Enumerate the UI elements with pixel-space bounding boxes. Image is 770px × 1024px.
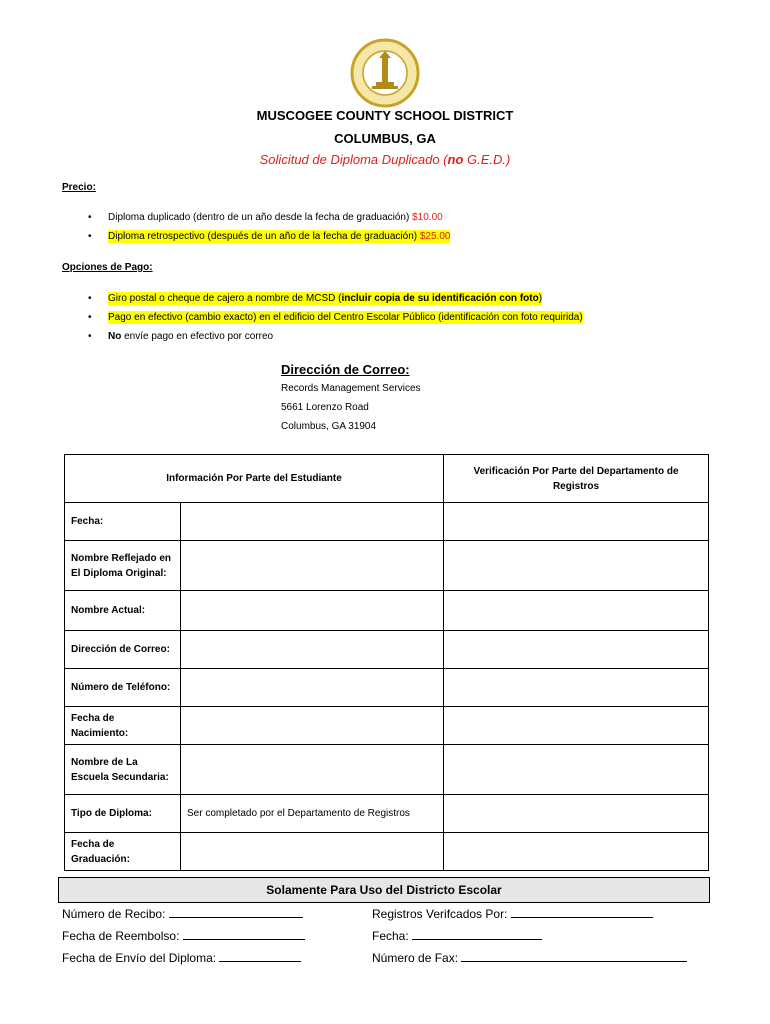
row-label-escuela: Nombre de La Escuela Secundaria:	[65, 745, 181, 795]
office-use-heading: Solamente Para Uso del Districto Escolar	[58, 877, 710, 903]
nacimiento-verify[interactable]	[444, 707, 709, 745]
row-label-nombre-diploma: Nombre Reflejado en El Diploma Original:	[65, 541, 181, 591]
mailing-line: 5661 Lorenzo Road	[281, 402, 369, 413]
row-label-graduacion: Fecha de Graduación:	[65, 833, 181, 871]
fecha-input[interactable]	[181, 503, 444, 541]
price-list	[88, 208, 450, 246]
nombre-actual-verify[interactable]	[444, 591, 709, 631]
price-label: Precio:	[62, 182, 96, 193]
list-item: • Giro postal o cheque de cajero a nombre de MCSD (incluir copia de su identificación con foto)	[88, 293, 543, 304]
list-item: • Diploma duplicado (dentro de un año desde la fecha de graduación) $10.00	[88, 212, 443, 223]
district-title: MUSCOGEE COUNTY SCHOOL DISTRICT	[256, 108, 514, 123]
row-label-nombre-actual: Nombre Actual:	[65, 591, 181, 631]
graduacion-verify[interactable]	[444, 833, 709, 871]
row-label-telefono: Número de Teléfono:	[65, 669, 181, 707]
fax-field[interactable]: Número de Fax:	[372, 949, 687, 965]
price-value: $10.00	[412, 212, 443, 223]
payment-list	[88, 289, 583, 346]
row-label-direccion: Dirección de Correo:	[65, 631, 181, 669]
nombre-diploma-verify[interactable]	[444, 541, 709, 591]
tipo-verify[interactable]	[444, 795, 709, 833]
row-label-nacimiento: Fecha de Nacimiento:	[65, 707, 181, 745]
escuela-verify[interactable]	[444, 745, 709, 795]
tipo-note: Ser completado por el Departamento de Registros	[181, 795, 444, 833]
list-item: • Diploma retrospectivo (después de un año de la fecha de graduación) $25.00	[88, 231, 451, 242]
student-info-table	[64, 454, 709, 871]
graduacion-input[interactable]	[181, 833, 444, 871]
row-label-tipo: Tipo de Diploma:	[65, 795, 181, 833]
student-column-header: Información Por Parte del Estudiante	[65, 455, 444, 503]
escuela-input[interactable]	[181, 745, 444, 795]
fecha-office-field[interactable]: Fecha:	[372, 927, 542, 943]
nombre-diploma-input[interactable]	[181, 541, 444, 591]
city-title: COLUMBUS, GA	[334, 131, 436, 146]
direccion-input[interactable]	[181, 631, 444, 669]
nombre-actual-input[interactable]	[181, 591, 444, 631]
telefono-input[interactable]	[181, 669, 444, 707]
verificados-field[interactable]: Registros Verifcados Por:	[372, 905, 653, 921]
mailing-line: Records Management Services	[281, 383, 421, 394]
mailing-line: Columbus, GA 31904	[281, 421, 377, 432]
envio-field[interactable]: Fecha de Envío del Diploma:	[62, 949, 301, 965]
list-item: • Pago en efectivo (cambio exacto) en el edificio del Centro Escolar Público (identificación con foto requirida)	[88, 312, 583, 323]
direccion-verify[interactable]	[444, 631, 709, 669]
row-label-fecha: Fecha:	[65, 503, 181, 541]
district-seal	[350, 38, 420, 108]
reembolso-field[interactable]: Fecha de Reembolso:	[62, 927, 305, 943]
list-item: • No envíe pago en efectivo por correo	[88, 331, 274, 342]
price-value: $25.00	[419, 231, 451, 242]
fecha-verify[interactable]	[444, 503, 709, 541]
mailing-heading: Dirección de Correo:	[281, 362, 410, 377]
recibo-field[interactable]: Número de Recibo:	[62, 905, 303, 921]
form-subtitle: Solicitud de Diploma Duplicado (no G.E.D.)	[259, 152, 511, 167]
records-column-header: Verificación Por Parte del Departamento de Registros	[444, 455, 709, 503]
nacimiento-input[interactable]	[181, 707, 444, 745]
telefono-verify[interactable]	[444, 669, 709, 707]
payment-label: Opciones de Pago:	[62, 262, 153, 273]
